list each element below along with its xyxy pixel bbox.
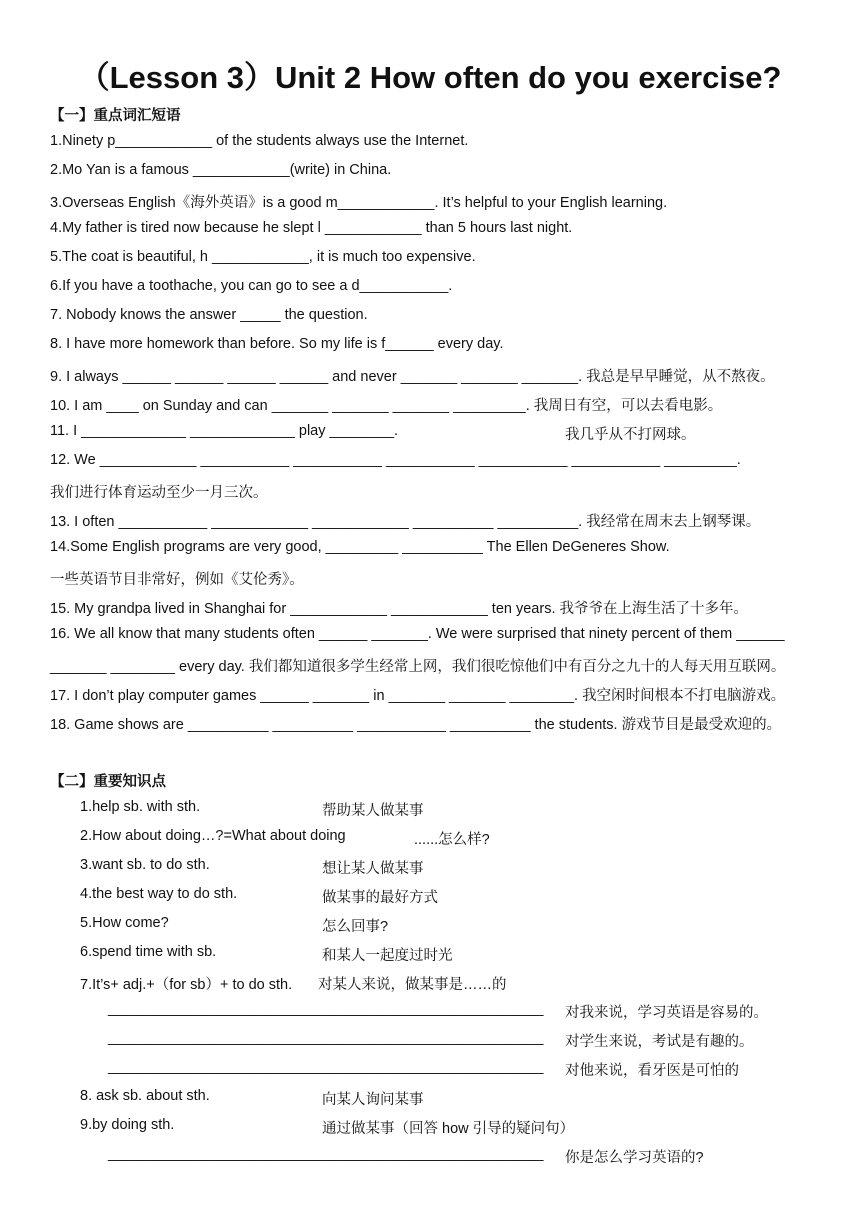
phrase-item-13: 13. I often ___________ ____________ ____________ __________ __________. 我经常在周末去上钢琴课。 [50,514,761,530]
answer-blank-9[interactable]: ______________________________________________________ [108,1146,544,1162]
phrase-item-15: 15. My grandpa lived in Shanghai for ____________ ____________ ten years. 我爷爷在上海生活了十多年。 [50,601,749,617]
exercise-9-prompt: 你是怎么学习英语的? [565,1150,704,1166]
knowledge-point-4: 4.the best way to do sth. [80,886,238,902]
knowledge-point-7: 7.It’s+ adj.+（for sb）+ to do sth. [80,977,293,993]
vocab-item-2: 2.Mo Yan is a famous ____________(write) in China. [50,162,392,178]
phrase-item-14: 14.Some English programs are very good, _________ __________ The Ellen DeGeneres Show. [50,539,670,555]
knowledge-point-8: 8. ask sb. about sth. [80,1088,210,1104]
answer-blank-7-2[interactable]: ______________________________________________________ [108,1030,544,1046]
vocab-item-1: 1.Ninety p____________ of the students always use the Internet. [50,133,469,149]
knowledge-point-6: 6.spend time with sb. [80,944,217,960]
phrase-item-12-translation: 我们进行体育运动至少一月三次。 [50,485,268,501]
knowledge-point-1-cn: 帮助某人做某事 [322,803,424,819]
knowledge-point-7-cn: 对某人来说，做某事是……的 [318,977,507,993]
vocab-item-8: 8. I have more homework than before. So my life is f______ every day. [50,336,504,352]
knowledge-point-5-cn: 怎么回事? [322,919,389,935]
answer-blank-7-1[interactable]: ______________________________________________________ [108,1001,544,1017]
exercise-7-1-prompt: 对我来说，学习英语是容易的。 [565,1005,768,1021]
phrase-item-10: 10. I am ____ on Sunday and can _______ _______ _______ _________. 我周日有空，可以去看电影。 [50,398,723,414]
knowledge-point-3-cn: 想让某人做某事 [322,861,424,877]
answer-blank-7-3[interactable]: ______________________________________________________ [108,1059,544,1075]
knowledge-point-9-cn: 通过做某事（回答 how 引导的疑问句） [322,1121,575,1137]
page-title: （Lesson 3）Unit 2 How often do you exercise? [78,60,782,95]
vocab-item-5: 5.The coat is beautiful, h ____________, it is much too expensive. [50,249,476,265]
knowledge-point-4-cn: 做某事的最好方式 [322,890,438,906]
phrase-item-16: 16. We all know that many students often ______ _______. We were surprised that ninety percent of them ______ [50,626,785,642]
phrase-item-18: 18. Game shows are __________ __________ ___________ __________ the students. 游戏节目是最受欢迎的。 [50,717,782,733]
exercise-7-2-prompt: 对学生来说，考试是有趣的。 [565,1034,754,1050]
phrase-item-14-translation: 一些英语节目非常好，例如《艾伦秀》。 [50,572,304,588]
phrase-item-12: 12. We ____________ ___________ ___________ ___________ ___________ ___________ _________. [50,452,741,468]
knowledge-point-2: 2.How about doing…?=What about doing [80,828,346,844]
vocab-item-4: 4.My father is tired now because he slept l ____________ than 5 hours last night. [50,220,573,236]
knowledge-point-3: 3.want sb. to do sth. [80,857,210,873]
vocab-item-3: 3.Overseas English《海外英语》is a good m____________. It’s helpful to your English learning. [50,195,668,211]
phrase-item-11: 11. I _____________ _____________ play ________. [50,423,399,439]
knowledge-point-8-cn: 向某人询问某事 [322,1092,424,1108]
phrase-item-17: 17. I don’t play computer games ______ _______ in _______ _______ ________. 我空闲时间根本不打电脑游戏。 [50,688,786,704]
phrase-item-9: 9. I always ______ ______ ______ ______ and never _______ _______ _______. 我总是早早睡觉，从不熬夜。 [50,369,775,385]
phrase-item-16-cont: _______ ________ every day. 我们都知道很多学生经常上网，我们很吃惊他们中有百分之九十的人每天用互联网。 [50,659,786,675]
knowledge-point-9: 9.by doing sth. [80,1117,175,1133]
phrase-item-11-translation: 我几乎从不打网球。 [565,427,696,443]
exercise-7-3-prompt: 对他来说，看牙医是可怕的 [565,1063,739,1079]
knowledge-point-2-cn: ......怎么样? [414,832,490,848]
knowledge-point-1: 1.help sb. with sth. [80,799,201,815]
section2-heading: 【二】重要知识点 [50,774,166,790]
knowledge-point-6-cn: 和某人一起度过时光 [322,948,453,964]
section1-heading: 【一】重点词汇短语 [50,108,181,124]
knowledge-point-5: 5.How come? [80,915,169,931]
vocab-item-7: 7. Nobody knows the answer _____ the question. [50,307,368,323]
vocab-item-6: 6.If you have a toothache, you can go to see a d___________. [50,278,453,294]
